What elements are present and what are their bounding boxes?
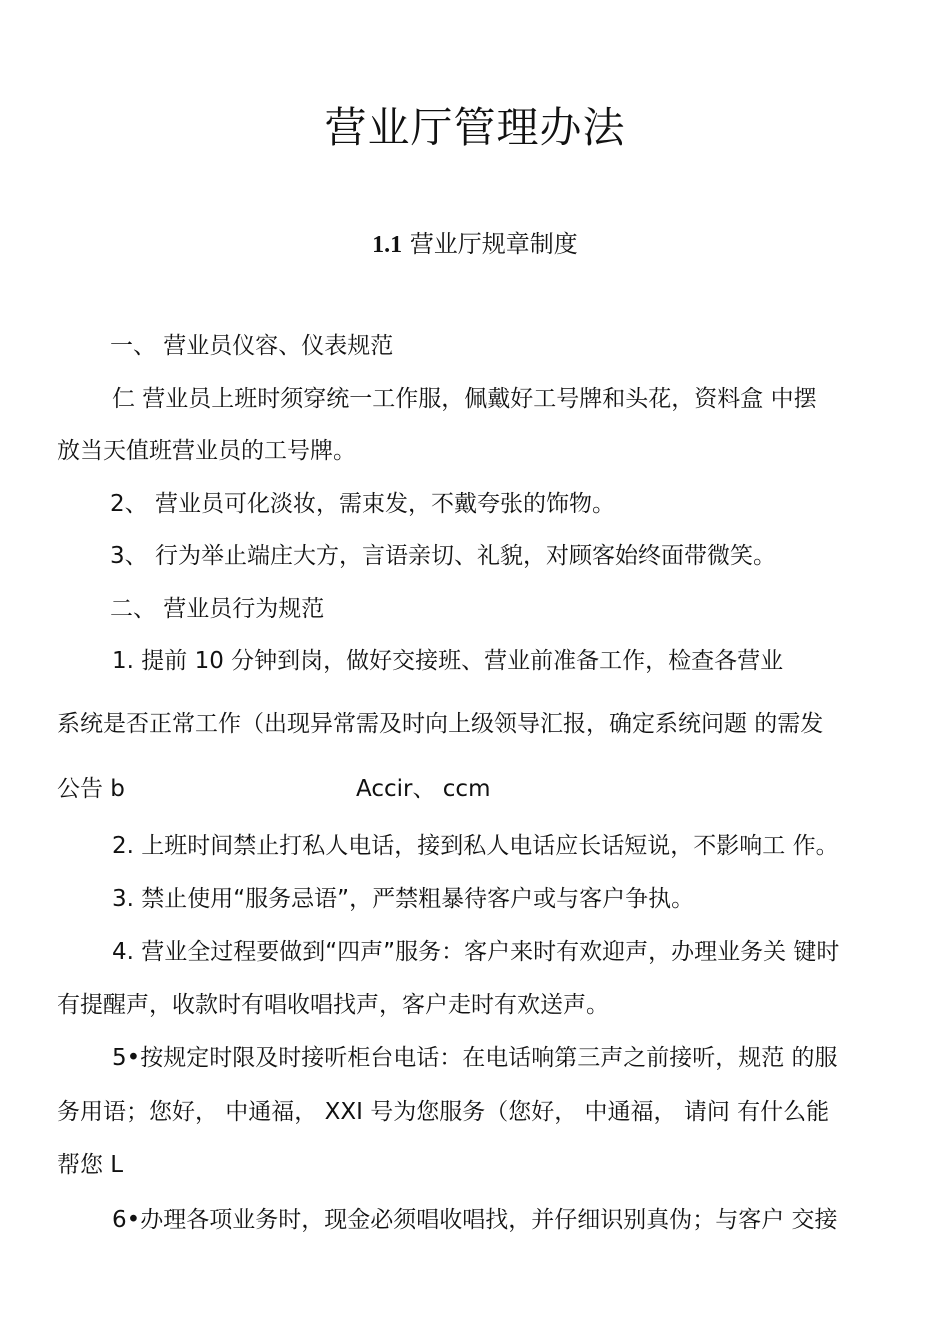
paragraph-line: 6•办理各项业务时，现金必须唱收唱找，并仔细识别真伪；与客户 交接 xyxy=(112,1207,838,1233)
paragraph-line: 公告 b xyxy=(57,776,125,802)
paragraph-line: 4. 营业全过程要做到“四声”服务：客户来时有欢迎声，办理业务关 键时 xyxy=(112,939,840,965)
paragraph-line: 有提醒声，收款时有唱收唱找声，客户走时有欢送声。 xyxy=(57,992,609,1018)
paragraph-line: 放当天值班营业员的工号牌。 xyxy=(57,438,356,464)
paragraph-line: 系统是否正常工作（出现异常需及时向上级领导汇报，确定系统问题 的需发 xyxy=(57,711,824,737)
paragraph-line: 务用语；您好， 中通福， XXI 号为您服务（您好， 中通福， 请问 有什么能 xyxy=(57,1099,830,1125)
section-heading-text: 营业厅规章制度 xyxy=(409,230,578,258)
paragraph-line: 仁 营业员上班时须穿统一工作服，佩戴好工号牌和头花，资料盒 中摆 xyxy=(112,386,817,412)
paragraph-line: 帮您 L xyxy=(57,1152,124,1178)
document-title: 营业厅管理办法 xyxy=(324,103,626,152)
paragraph-fragment: Accir、 ccm xyxy=(356,776,491,802)
heading-two: 二、 营业员行为规范 xyxy=(110,596,325,622)
section-number: 1.1 xyxy=(372,232,403,258)
paragraph-line: 3. 禁止使用“服务忌语”，严禁粗暴待客户或与客户争执。 xyxy=(112,886,695,912)
paragraph-line: 3、 行为举止端庄大方，言语亲切、礼貌，对顾客始终面带微笑。 xyxy=(110,543,776,569)
paragraph-line: 1. 提前 10 分钟到岗，做好交接班、营业前准备工作，检查各营业 xyxy=(112,648,784,674)
paragraph-line: 2、 营业员可化淡妆，需束发，不戴夸张的饰物。 xyxy=(110,491,615,517)
paragraph-line: 2. 上班时间禁止打私人电话，接到私人电话应长话短说，不影响工 作。 xyxy=(112,833,839,859)
heading-one: 一、 营业员仪容、仪表规范 xyxy=(110,333,394,359)
section-heading xyxy=(0,228,950,261)
paragraph-line: 5•按规定时限及时接听柜台电话：在电话响第三声之前接听，规范 的服 xyxy=(112,1045,838,1071)
